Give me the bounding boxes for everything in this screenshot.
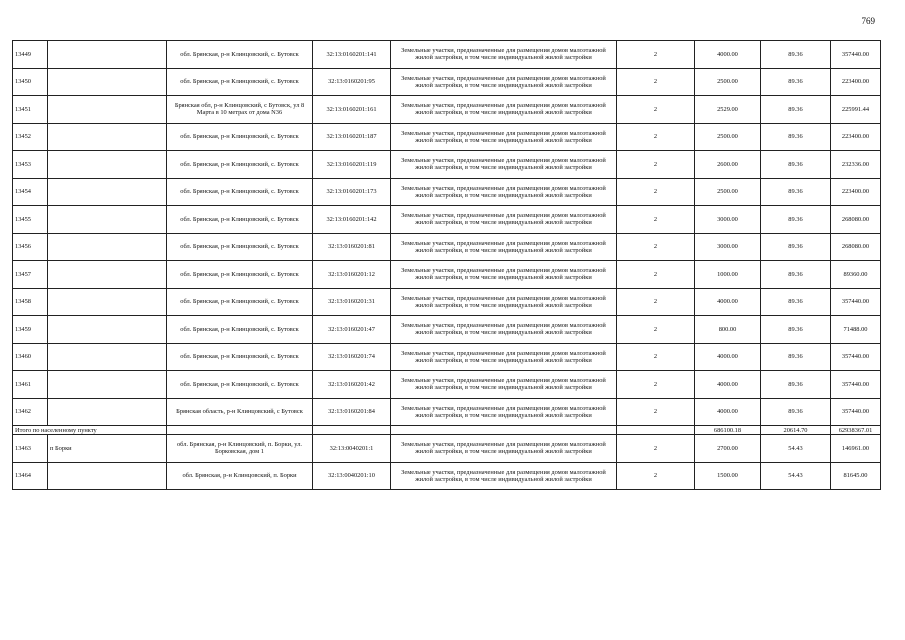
land-register-table xyxy=(12,40,881,490)
location-cell: Брянская обл, р-н Клинцовский, с Бутовск, ул 8 Марта в 10 метрах от дома N36 xyxy=(167,96,313,124)
table-row xyxy=(13,435,881,463)
category-code: 2 xyxy=(617,96,695,124)
permitted-use: Земельные участки, предназначенные для размещения домов малоэтажной жилой застройки, в том числе индивидуальной жилой застройки xyxy=(391,435,617,463)
settlement-name xyxy=(48,233,167,261)
category-code: 2 xyxy=(617,398,695,426)
permitted-use: Земельные участки, предназначенные для размещения домов малоэтажной жилой застройки, в том числе индивидуальной жилой застройки xyxy=(391,178,617,206)
rate-value: 89.36 xyxy=(761,343,831,371)
category-code: 2 xyxy=(617,68,695,96)
row-number: 13454 xyxy=(13,178,48,206)
settlement-name xyxy=(48,96,167,124)
cadastral-value: 357440.00 xyxy=(831,288,881,316)
rate-value: 89.36 xyxy=(761,233,831,261)
table-row xyxy=(13,233,881,261)
area-value: 2500.00 xyxy=(695,178,761,206)
location-cell: обл. Брянская, р-н Клинцовский, с. Бутовск xyxy=(167,316,313,344)
rate-value: 89.36 xyxy=(761,398,831,426)
cadastral-value: 71488.00 xyxy=(831,316,881,344)
area-value: 4000.00 xyxy=(695,398,761,426)
cadastral-number: 32:13:0160201:161 xyxy=(313,96,391,124)
category-code: 2 xyxy=(617,288,695,316)
cadastral-number: 32:13:0160201:142 xyxy=(313,206,391,234)
table-body-before-total xyxy=(13,41,881,426)
rate-value: 54.43 xyxy=(761,462,831,490)
area-value: 4000.00 xyxy=(695,41,761,69)
cadastral-number: 32:13:0160201:47 xyxy=(313,316,391,344)
total-row xyxy=(13,426,881,435)
location-cell: обл. Брянская, р-н Клинцовский, с. Бутовск xyxy=(167,343,313,371)
total-value: 62938367.01 xyxy=(831,426,881,435)
table-row xyxy=(13,123,881,151)
cadastral-number: 32:13:0160201:31 xyxy=(313,288,391,316)
area-value: 4000.00 xyxy=(695,288,761,316)
location-cell: обл. Брянская, р-н Клинцовский, с. Бутовск xyxy=(167,371,313,399)
settlement-name xyxy=(48,462,167,490)
table-row xyxy=(13,343,881,371)
row-number: 13462 xyxy=(13,398,48,426)
location-cell: обл. Брянская, р-н Клинцовский, п. Борки xyxy=(167,462,313,490)
area-value: 2529.00 xyxy=(695,96,761,124)
area-value: 2700.00 xyxy=(695,435,761,463)
category-code: 2 xyxy=(617,261,695,289)
rate-value: 54.43 xyxy=(761,435,831,463)
table-row xyxy=(13,178,881,206)
category-code: 2 xyxy=(617,343,695,371)
cadastral-value: 146961.00 xyxy=(831,435,881,463)
cadastral-number: 32:13:0160201:84 xyxy=(313,398,391,426)
table-row xyxy=(13,288,881,316)
category-code: 2 xyxy=(617,41,695,69)
cadastral-value: 223400.00 xyxy=(831,68,881,96)
cadastral-value: 357440.00 xyxy=(831,371,881,399)
category-code: 2 xyxy=(617,206,695,234)
cadastral-number: 32:13:0040201:1 xyxy=(313,435,391,463)
settlement-name xyxy=(48,206,167,234)
total-empty-cell xyxy=(391,426,617,435)
settlement-name xyxy=(48,261,167,289)
cadastral-number: 32:13:0040201:10 xyxy=(313,462,391,490)
location-cell: Брянская область, р-н Клинцовский, с Бутовск xyxy=(167,398,313,426)
table-row xyxy=(13,68,881,96)
rate-value: 89.36 xyxy=(761,316,831,344)
category-code: 2 xyxy=(617,316,695,344)
cadastral-value: 223400.00 xyxy=(831,123,881,151)
permitted-use: Земельные участки, предназначенные для размещения домов малоэтажной жилой застройки, в том числе индивидуальной жилой застройки xyxy=(391,371,617,399)
rate-value: 89.36 xyxy=(761,288,831,316)
permitted-use: Земельные участки, предназначенные для размещения домов малоэтажной жилой застройки, в том числе индивидуальной жилой застройки xyxy=(391,151,617,179)
settlement-name xyxy=(48,123,167,151)
permitted-use: Земельные участки, предназначенные для размещения домов малоэтажной жилой застройки, в том числе индивидуальной жилой застройки xyxy=(391,123,617,151)
row-number: 13452 xyxy=(13,123,48,151)
permitted-use: Земельные участки, предназначенные для размещения домов малоэтажной жилой застройки, в том числе индивидуальной жилой застройки xyxy=(391,68,617,96)
category-code: 2 xyxy=(617,371,695,399)
location-cell: обл. Брянская, р-н Клинцовский, с. Бутовск xyxy=(167,288,313,316)
category-code: 2 xyxy=(617,435,695,463)
category-code: 2 xyxy=(617,233,695,261)
location-cell: обл. Брянская, р-н Клинцовский, с. Бутовск xyxy=(167,178,313,206)
category-code: 2 xyxy=(617,123,695,151)
settlement-name xyxy=(48,398,167,426)
area-value: 4000.00 xyxy=(695,371,761,399)
row-number: 13456 xyxy=(13,233,48,261)
rate-value: 89.36 xyxy=(761,96,831,124)
area-value: 800.00 xyxy=(695,316,761,344)
total-area: 686100.18 xyxy=(695,426,761,435)
cadastral-value: 357440.00 xyxy=(831,343,881,371)
cadastral-number: 32:13:0160201:119 xyxy=(313,151,391,179)
permitted-use: Земельные участки, предназначенные для размещения домов малоэтажной жилой застройки, в том числе индивидуальной жилой застройки xyxy=(391,233,617,261)
permitted-use: Земельные участки, предназначенные для размещения домов малоэтажной жилой застройки, в том числе индивидуальной жилой застройки xyxy=(391,96,617,124)
cadastral-number: 32:13:0160201:173 xyxy=(313,178,391,206)
cadastral-number: 32:13:0160201:81 xyxy=(313,233,391,261)
row-number: 13459 xyxy=(13,316,48,344)
category-code: 2 xyxy=(617,151,695,179)
total-empty-cell xyxy=(617,426,695,435)
settlement-name: п Борки xyxy=(48,435,167,463)
settlement-name xyxy=(48,178,167,206)
table-row xyxy=(13,206,881,234)
cadastral-number: 32:13:0160201:95 xyxy=(313,68,391,96)
table-total-section xyxy=(13,426,881,435)
cadastral-value: 81645.00 xyxy=(831,462,881,490)
total-empty-cell xyxy=(313,426,391,435)
settlement-name xyxy=(48,343,167,371)
table-row xyxy=(13,462,881,490)
cadastral-value: 357440.00 xyxy=(831,41,881,69)
row-number: 13449 xyxy=(13,41,48,69)
area-value: 2500.00 xyxy=(695,123,761,151)
cadastral-number: 32:13:0160201:187 xyxy=(313,123,391,151)
total-empty-cell xyxy=(167,426,313,435)
rate-value: 89.36 xyxy=(761,68,831,96)
settlement-name xyxy=(48,371,167,399)
area-value: 3000.00 xyxy=(695,206,761,234)
location-cell: обл. Брянская, р-н Клинцовский, с. Бутовск xyxy=(167,151,313,179)
row-number: 13458 xyxy=(13,288,48,316)
area-value: 2500.00 xyxy=(695,68,761,96)
table-row xyxy=(13,316,881,344)
settlement-name xyxy=(48,288,167,316)
row-number: 13455 xyxy=(13,206,48,234)
total-rate: 20614.70 xyxy=(761,426,831,435)
table-body-after-total xyxy=(13,435,881,490)
table-row xyxy=(13,371,881,399)
permitted-use: Земельные участки, предназначенные для размещения домов малоэтажной жилой застройки, в том числе индивидуальной жилой застройки xyxy=(391,316,617,344)
cadastral-value: 89360.00 xyxy=(831,261,881,289)
settlement-name xyxy=(48,68,167,96)
location-cell: обл. Брянская, р-н Клинцовский, п. Борки, ул. Борковская, дом 1 xyxy=(167,435,313,463)
location-cell: обл. Брянская, р-н Клинцовский, с. Бутовск xyxy=(167,123,313,151)
permitted-use: Земельные участки, предназначенные для размещения домов малоэтажной жилой застройки, в том числе индивидуальной жилой застройки xyxy=(391,398,617,426)
permitted-use: Земельные участки, предназначенные для размещения домов малоэтажной жилой застройки, в том числе индивидуальной жилой застройки xyxy=(391,206,617,234)
row-number: 13460 xyxy=(13,343,48,371)
rate-value: 89.36 xyxy=(761,261,831,289)
area-value: 3000.00 xyxy=(695,233,761,261)
settlement-name xyxy=(48,151,167,179)
cadastral-value: 357440.00 xyxy=(831,398,881,426)
permitted-use: Земельные участки, предназначенные для размещения домов малоэтажной жилой застройки, в том числе индивидуальной жилой застройки xyxy=(391,261,617,289)
area-value: 2600.00 xyxy=(695,151,761,179)
table-row xyxy=(13,96,881,124)
table-row xyxy=(13,41,881,69)
table-row xyxy=(13,261,881,289)
area-value: 1500.00 xyxy=(695,462,761,490)
cadastral-value: 223400.00 xyxy=(831,178,881,206)
location-cell: обл. Брянская, р-н Клинцовский, с. Бутовск xyxy=(167,41,313,69)
cadastral-value: 268080.00 xyxy=(831,233,881,261)
table-row xyxy=(13,398,881,426)
cadastral-number: 32:13:0160201:141 xyxy=(313,41,391,69)
table-row xyxy=(13,151,881,179)
cadastral-value: 225991.44 xyxy=(831,96,881,124)
permitted-use: Земельные участки, предназначенные для размещения домов малоэтажной жилой застройки, в том числе индивидуальной жилой застройки xyxy=(391,41,617,69)
area-value: 1000.00 xyxy=(695,261,761,289)
page-number: 769 xyxy=(861,16,875,26)
rate-value: 89.36 xyxy=(761,371,831,399)
row-number: 13450 xyxy=(13,68,48,96)
permitted-use: Земельные участки, предназначенные для размещения домов малоэтажной жилой застройки, в том числе индивидуальной жилой застройки xyxy=(391,343,617,371)
rate-value: 89.36 xyxy=(761,206,831,234)
cadastral-number: 32:13:0160201:42 xyxy=(313,371,391,399)
row-number: 13453 xyxy=(13,151,48,179)
location-cell: обл. Брянская, р-н Клинцовский, с. Бутовск xyxy=(167,261,313,289)
location-cell: обл. Брянская, р-н Клинцовский, с. Бутовск xyxy=(167,206,313,234)
rate-value: 89.36 xyxy=(761,151,831,179)
cadastral-value: 232336.00 xyxy=(831,151,881,179)
settlement-name xyxy=(48,316,167,344)
row-number: 13461 xyxy=(13,371,48,399)
settlement-name xyxy=(48,41,167,69)
cadastral-number: 32:13:0160201:12 xyxy=(313,261,391,289)
cadastral-number: 32:13:0160201:74 xyxy=(313,343,391,371)
row-number: 13457 xyxy=(13,261,48,289)
category-code: 2 xyxy=(617,462,695,490)
total-label: Итого по населенному пункту xyxy=(13,426,167,435)
rate-value: 89.36 xyxy=(761,41,831,69)
permitted-use: Земельные участки, предназначенные для размещения домов малоэтажной жилой застройки, в том числе индивидуальной жилой застройки xyxy=(391,462,617,490)
cadastral-value: 268080.00 xyxy=(831,206,881,234)
area-value: 4000.00 xyxy=(695,343,761,371)
rate-value: 89.36 xyxy=(761,123,831,151)
row-number: 13451 xyxy=(13,96,48,124)
rate-value: 89.36 xyxy=(761,178,831,206)
row-number: 13463 xyxy=(13,435,48,463)
location-cell: обл. Брянская, р-н Клинцовский, с. Бутовск xyxy=(167,68,313,96)
permitted-use: Земельные участки, предназначенные для размещения домов малоэтажной жилой застройки, в том числе индивидуальной жилой застройки xyxy=(391,288,617,316)
category-code: 2 xyxy=(617,178,695,206)
location-cell: обл. Брянская, р-н Клинцовский, с. Бутовск xyxy=(167,233,313,261)
row-number: 13464 xyxy=(13,462,48,490)
